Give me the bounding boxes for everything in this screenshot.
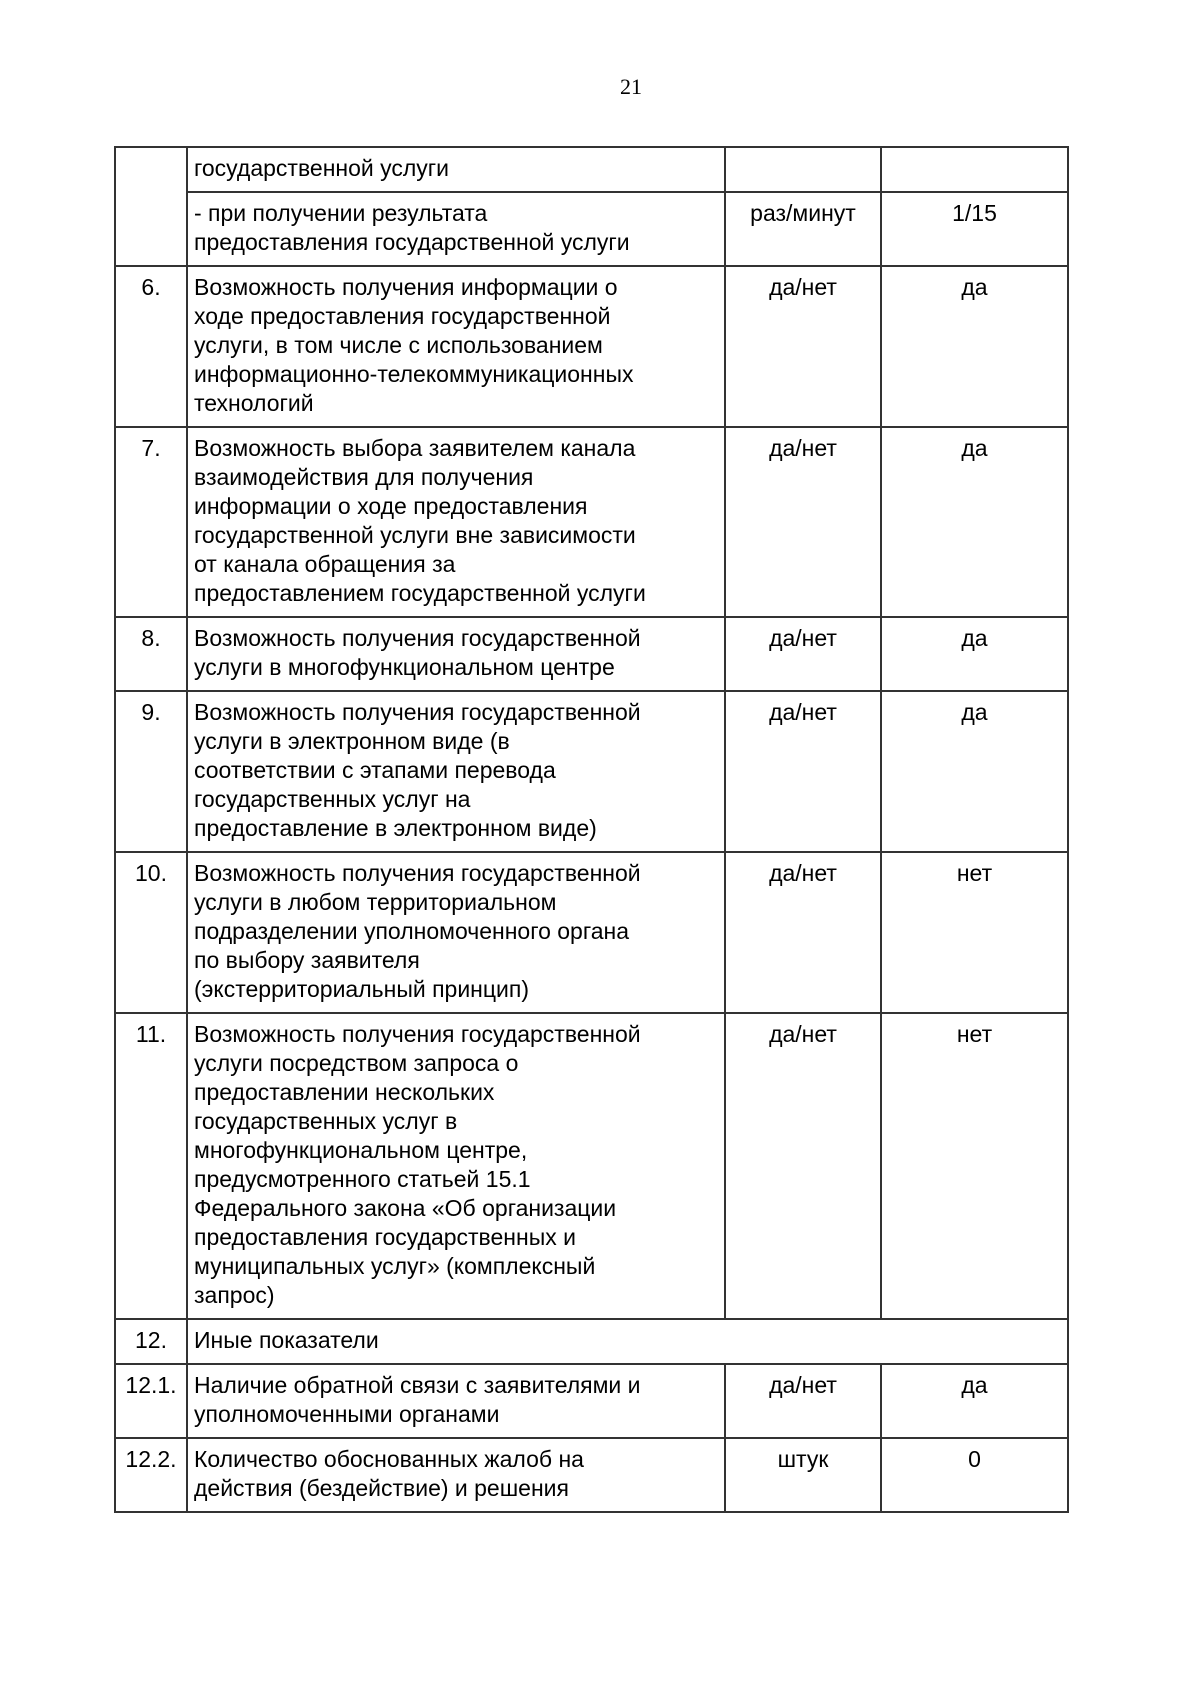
table-row — [115, 852, 1068, 1013]
row-description: Возможность выбора заявителем канала взаимодействия для получения информации о ходе предоставления государственной услуги вне зависимости от канала обращения за предоставлением государственной услуги — [187, 427, 725, 617]
row-number: 12.1. — [115, 1364, 187, 1438]
row-unit: да/нет — [725, 1364, 881, 1438]
row-value: да — [881, 691, 1068, 852]
row-description: - при получении результата предоставления государственной услуги — [187, 192, 725, 266]
row-description: Возможность получения государственной услуги в многофункциональном центре — [187, 617, 725, 691]
row-number: 7. — [115, 427, 187, 617]
row-unit: раз/минут — [725, 192, 881, 266]
table-row — [115, 1364, 1068, 1438]
row-unit: да/нет — [725, 266, 881, 427]
row-value: да — [881, 617, 1068, 691]
row-description: Иные показатели — [187, 1319, 1068, 1364]
row-unit — [725, 147, 881, 192]
table-row — [115, 266, 1068, 427]
row-value: да — [881, 427, 1068, 617]
row-description: Возможность получения государственной услуги в любом территориальном подразделении уполномоченного органа по выбору заявителя (экстерриториальный принцип) — [187, 852, 725, 1013]
table-row — [115, 1438, 1068, 1512]
row-number: 9. — [115, 691, 187, 852]
row-value — [881, 147, 1068, 192]
row-value: да — [881, 266, 1068, 427]
row-number: 6. — [115, 266, 187, 427]
row-unit: да/нет — [725, 691, 881, 852]
row-number: 12.2. — [115, 1438, 187, 1512]
row-number: 10. — [115, 852, 187, 1013]
row-description: Возможность получения государственной услуги посредством запроса о предоставлении нескольких государственных услуг в многофункциональном центре, предусмотренного статьей 15.1 Федерального закона «Об организации предоставления государственных и муниципальных услуг» (комплексный запрос) — [187, 1013, 725, 1319]
page-number: 21 — [620, 74, 642, 99]
row-description: Наличие обратной связи с заявителями и уполномоченными органами — [187, 1364, 725, 1438]
table-row — [115, 192, 1068, 266]
row-value: нет — [881, 1013, 1068, 1319]
row-unit: штук — [725, 1438, 881, 1512]
row-unit: да/нет — [725, 427, 881, 617]
table-row — [115, 427, 1068, 617]
row-number: 8. — [115, 617, 187, 691]
row-description: государственной услуги — [187, 147, 725, 192]
table-row — [115, 147, 1068, 192]
row-description: Количество обоснованных жалоб на действия (бездействие) и решения — [187, 1438, 725, 1512]
table-row — [115, 617, 1068, 691]
row-value: 1/15 — [881, 192, 1068, 266]
row-number: 12. — [115, 1319, 187, 1364]
row-value: нет — [881, 852, 1068, 1013]
table-row — [115, 691, 1068, 852]
row-unit: да/нет — [725, 617, 881, 691]
row-number: 11. — [115, 1013, 187, 1319]
row-description: Возможность получения информации о ходе предоставления государственной услуги, в том числе с использованием информационно-телекоммуникационных технологий — [187, 266, 725, 427]
row-value: да — [881, 1364, 1068, 1438]
row-unit: да/нет — [725, 1013, 881, 1319]
row-description: Возможность получения государственной услуги в электронном виде (в соответствии с этапами перевода государственных услуг на предоставление в электронном виде) — [187, 691, 725, 852]
indicators-table — [114, 146, 1069, 1513]
row-number — [115, 147, 187, 266]
table-row — [115, 1013, 1068, 1319]
row-unit: да/нет — [725, 852, 881, 1013]
table-row — [115, 1319, 1068, 1364]
row-value: 0 — [881, 1438, 1068, 1512]
